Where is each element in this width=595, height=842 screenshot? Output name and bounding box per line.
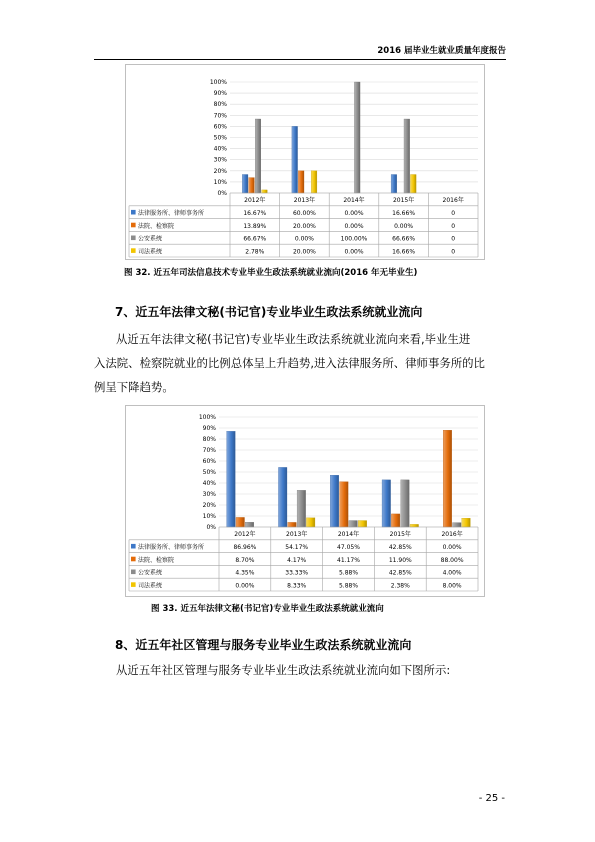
bar	[255, 119, 261, 193]
legend-label: 司法系统	[138, 582, 163, 590]
legend-key	[131, 210, 136, 215]
bar	[330, 475, 339, 527]
data-value-label: 20.00%	[292, 248, 316, 256]
y-tick-label: 10%	[202, 513, 216, 520]
y-tick-label: 100%	[198, 414, 216, 421]
y-tick-label: 80%	[202, 436, 216, 443]
bar	[443, 430, 452, 527]
bar	[306, 518, 315, 527]
bar	[391, 514, 400, 527]
section-8-paragraph	[94, 658, 506, 682]
bar	[311, 171, 317, 193]
data-value-label: 0	[451, 210, 456, 218]
bar	[278, 467, 287, 527]
data-value-label: 4.17%	[287, 556, 307, 564]
chart-figure-33	[125, 405, 485, 597]
bar	[401, 480, 410, 527]
data-value-label: 42.85%	[388, 569, 412, 577]
data-value-label: 0.00%	[442, 544, 462, 552]
legend-key	[131, 557, 136, 562]
page-number: - 25 -	[478, 793, 505, 804]
data-value-label: 16.66%	[392, 210, 416, 218]
section-7-title: 7、近五年法律文秘(书记官)专业毕业生政法系统就业流向	[115, 305, 423, 319]
data-value-label: 8.00%	[442, 582, 462, 590]
data-value-label: 0.00%	[344, 248, 364, 256]
data-value-label: 54.17%	[285, 544, 309, 552]
x-category-label: 2015年	[389, 531, 411, 539]
bar	[358, 521, 367, 527]
chart-figure-32	[125, 64, 485, 260]
section-7-line-2: 入法院、检察院就业的比例总体呈上升趋势,进入法律服务所、律师事务所的比	[94, 356, 485, 370]
bar	[292, 126, 298, 193]
x-category-label: 2016年	[442, 197, 464, 205]
bar	[297, 490, 306, 527]
y-tick-label: 80%	[213, 101, 227, 109]
legend-label: 公安系统	[138, 235, 163, 243]
legend-key	[131, 248, 136, 253]
y-tick-label: 10%	[213, 178, 227, 186]
bar	[349, 521, 358, 527]
bar	[242, 174, 248, 193]
y-tick-label: 20%	[213, 167, 227, 175]
legend-label: 法律服务所、律师事务所	[138, 544, 205, 552]
legend-label: 公安系统	[138, 569, 163, 577]
legend-key	[131, 570, 136, 575]
y-tick-label: 0%	[206, 524, 216, 531]
bar	[227, 431, 236, 527]
data-value-label: 88.00%	[440, 556, 464, 564]
page-header	[94, 44, 506, 60]
data-value-label: 0.00%	[235, 582, 255, 590]
data-value-label: 0.00%	[294, 235, 314, 243]
data-value-label: 41.17%	[337, 556, 360, 564]
data-value-label: 33.33%	[285, 569, 309, 577]
bar	[288, 522, 297, 527]
y-tick-label: 0%	[217, 190, 227, 197]
legend-label: 法院、检察院	[138, 222, 175, 230]
section-8-title: 8、近五年社区管理与服务专业毕业生政法系统就业流向	[115, 638, 412, 652]
chart-33-svg	[126, 406, 484, 596]
y-tick-label: 30%	[213, 156, 227, 164]
data-value-label: 86.96%	[233, 544, 257, 552]
bar	[453, 523, 462, 527]
data-value-label: 0.00%	[344, 222, 364, 230]
data-value-label: 2.38%	[390, 582, 410, 590]
data-value-label: 2.78%	[245, 248, 265, 256]
data-value-label: 4.35%	[235, 569, 255, 577]
legend-label: 法律服务所、律师事务所	[138, 210, 205, 218]
data-value-label: 11.90%	[388, 556, 412, 564]
bar	[404, 119, 410, 193]
data-value-label: 5.88%	[338, 582, 359, 590]
data-value-label: 4.00%	[442, 569, 462, 577]
y-tick-label: 70%	[213, 112, 227, 120]
data-value-label: 20.00%	[292, 222, 316, 230]
y-tick-label: 40%	[202, 480, 216, 487]
section-8-line-1: 从近五年社区管理与服务专业毕业生政法系统就业流向如下图所示:	[116, 663, 451, 677]
legend-key	[131, 223, 136, 228]
legend-key	[131, 582, 136, 587]
bar	[410, 175, 416, 193]
y-tick-label: 50%	[202, 469, 216, 476]
x-category-label: 2014年	[343, 197, 365, 205]
data-value-label: 13.89%	[243, 222, 267, 230]
y-tick-label: 50%	[213, 134, 227, 142]
y-tick-label: 90%	[213, 90, 227, 98]
bar	[462, 518, 471, 527]
legend-key	[131, 236, 136, 241]
data-value-label: 60.00%	[292, 210, 316, 218]
data-value-label: 0.00%	[344, 210, 364, 218]
y-tick-label: 60%	[202, 458, 216, 465]
data-value-label: 66.67%	[243, 235, 267, 243]
data-value-label: 16.66%	[392, 248, 416, 256]
data-value-label: 5.88%	[338, 569, 359, 577]
bar	[410, 524, 419, 527]
bar	[298, 171, 304, 193]
bar	[245, 522, 254, 527]
bar	[354, 82, 360, 193]
x-category-label: 2014年	[337, 531, 360, 539]
data-value-label: 8.33%	[287, 582, 307, 590]
x-category-label: 2016年	[441, 531, 463, 539]
section-7-line-3: 例呈下降趋势。	[94, 380, 174, 394]
x-category-label: 2013年	[293, 197, 316, 205]
bar	[391, 175, 397, 193]
section-7-line-1: 从近五年法律文秘(书记官)专业毕业生政法系统就业流向来看,毕业生进	[116, 332, 471, 346]
data-value-label: 8.70%	[235, 556, 255, 564]
report-title: 2016 届毕业生就业质量年度报告	[377, 46, 506, 56]
data-value-label: 0.00%	[394, 222, 414, 230]
y-tick-label: 70%	[202, 447, 216, 454]
x-category-label: 2015年	[392, 197, 415, 205]
y-tick-label: 20%	[202, 502, 216, 509]
data-value-label: 0	[451, 235, 456, 243]
data-value-label: 66.66%	[392, 235, 416, 243]
figure-33-caption: 图 33. 近五年法律文秘(书记官)专业毕业生政法系统就业流向	[151, 604, 384, 614]
bar	[382, 480, 391, 527]
data-value-label: 42.85%	[388, 544, 412, 552]
y-tick-label: 90%	[202, 425, 216, 432]
data-value-label: 47.05%	[337, 544, 360, 552]
figure-32-caption: 图 32. 近五年司法信息技术专业毕业生政法系统就业流向(2016 年无毕业生)	[124, 268, 418, 278]
data-value-label: 16.67%	[243, 210, 267, 218]
y-tick-label: 40%	[213, 145, 227, 153]
section-7-paragraph	[94, 327, 506, 399]
y-tick-label: 60%	[213, 123, 227, 131]
data-value-label: 100.00%	[340, 235, 368, 243]
x-category-label: 2012年	[234, 531, 256, 539]
data-value-label: 0	[451, 222, 456, 230]
legend-key	[131, 544, 136, 549]
bar	[340, 482, 349, 527]
chart-32-svg	[126, 65, 484, 259]
data-value-label: 0	[451, 248, 456, 256]
legend-label: 司法系统	[138, 248, 163, 256]
y-tick-label: 100%	[209, 79, 227, 86]
bar	[262, 190, 268, 193]
legend-label: 法院、检察院	[138, 556, 175, 564]
bar	[249, 178, 255, 193]
y-tick-label: 30%	[202, 491, 216, 498]
x-category-label: 2012年	[244, 197, 266, 205]
x-category-label: 2013年	[286, 531, 308, 539]
bar	[236, 517, 245, 527]
